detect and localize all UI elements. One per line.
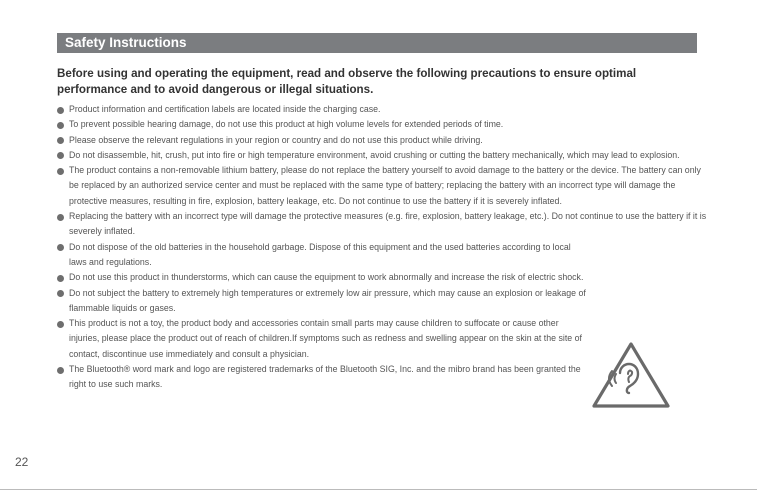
list-item-text: Do not use this product in thunderstorms, which can cause the equipment to work abnormally and increase the risk of electric shock. xyxy=(69,272,584,283)
list-item xyxy=(57,240,707,271)
bullet-icon xyxy=(57,214,64,221)
list-item xyxy=(57,286,707,317)
hearing-warning-icon xyxy=(590,338,672,410)
bottom-divider xyxy=(0,489,757,490)
list-item-text: The product contains a non-removable lithium battery, please do not replace the battery yourself to avoid damage to the battery or the device. The battery can only be replaced by an authorized service center and must be replaced with the same type of battery; replacing the battery with an incorrect type will damage the protective measures, resulting in fire, explosion, battery leakage, etc. Do not continue to use the battery if it is severely inflated. xyxy=(69,165,701,206)
list-item-text: To prevent possible hearing damage, do not use this product at high volume levels for extended periods of time. xyxy=(69,119,504,130)
list-item-text: The Bluetooth® word mark and logo are registered trademarks of the Bluetooth SIG, Inc. and the mibro brand has been granted the right to use such marks. xyxy=(69,364,581,390)
page-number: 22 xyxy=(15,455,29,469)
list-item xyxy=(57,163,707,209)
section-title: Safety Instructions xyxy=(65,35,187,50)
list-item-text: Do not disassemble, hit, crush, put into fire or high temperature environment, avoid crushing or cutting the battery mechanically, which may lead to explosion. xyxy=(69,149,680,160)
list-item xyxy=(57,102,707,117)
list-item xyxy=(57,148,707,163)
bullet-icon xyxy=(57,367,64,374)
list-item xyxy=(57,270,707,285)
bullet-icon xyxy=(57,168,64,175)
bullet-icon xyxy=(57,107,64,114)
bullet-icon xyxy=(57,275,64,282)
list-item-text: Do not dispose of the old batteries in the household garbage. Dispose of this equipment and the used batteries according to local laws and regulations. xyxy=(69,241,571,267)
bullet-icon xyxy=(57,137,64,144)
list-item xyxy=(57,209,707,240)
list-item-text: Do not subject the battery to extremely high temperatures or extremely low air pressure, which may cause an explosion or leakage of flammable liquids or gases. xyxy=(69,287,586,313)
bullet-icon xyxy=(57,321,64,328)
bullet-icon xyxy=(57,122,64,129)
bullet-icon xyxy=(57,152,64,159)
bullet-icon xyxy=(57,244,64,251)
list-item xyxy=(57,133,707,148)
bullet-icon xyxy=(57,290,64,297)
list-item-text: This product is not a toy, the product body and accessories contain small parts may cause children to suffocate or cause other injuries, please place the product out of reach of children.If symptoms such as redness and swelling appear on the skin at the site of contact, discontinue use immediately and consult a physician. xyxy=(69,318,582,359)
list-item xyxy=(57,117,707,132)
list-item-text: Replacing the battery with an incorrect type will damage the protective measures (e.g. fire, explosion, battery leakage, etc.). Do not continue to use the battery if it is severely inflated. xyxy=(69,211,707,237)
section-header-bar xyxy=(57,33,697,53)
list-item-text: Please observe the relevant regulations in your region or country and do not use this product while driving. xyxy=(69,134,483,145)
intro-paragraph: Before using and operating the equipment, read and observe the following precautions to ensure optimal performance and to avoid dangerous or illegal situations. xyxy=(57,67,637,96)
list-item-text: Product information and certification labels are located inside the charging case. xyxy=(69,104,381,114)
